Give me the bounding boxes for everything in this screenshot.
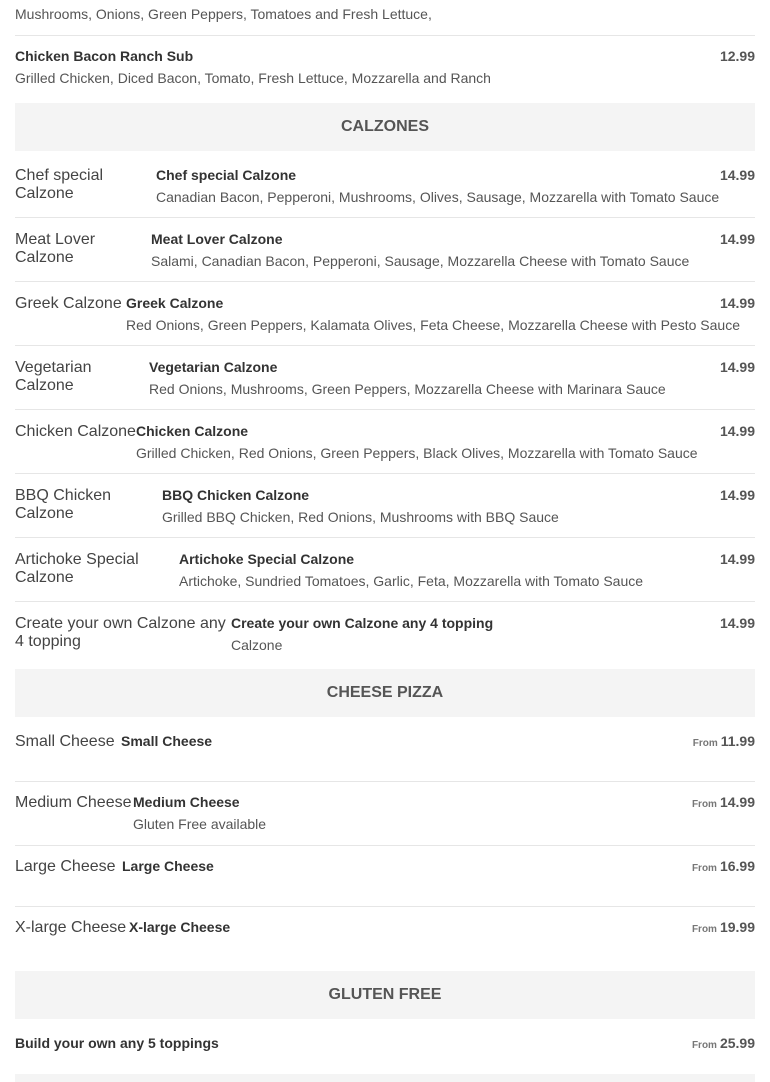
- item-price: [692, 1035, 755, 1051]
- item-price: 14.99: [719, 551, 755, 567]
- section-header-gluten-free: GLUTEN FREE: [15, 971, 755, 1019]
- item-description: Grilled Chicken, Red Onions, Green Peppers, Black Olives, Mozzarella with Tomato Sauce: [136, 445, 698, 461]
- from-label: From: [691, 1040, 717, 1051]
- menu-item-calzone[interactable]: [15, 538, 755, 602]
- item-description: Grilled BBQ Chicken, Red Onions, Mushrooms with BBQ Sauce: [162, 509, 559, 525]
- item-price-value: 19.99: [719, 919, 755, 935]
- item-image-placeholder: Vegetarian Calzone: [15, 359, 92, 394]
- from-label: From: [691, 863, 717, 874]
- item-name: Create your own Calzone any 4 topping: [231, 615, 494, 631]
- item-price: 12.99: [719, 48, 755, 64]
- item-description: Red Onions, Green Peppers, Kalamata Olives, Feta Cheese, Mozzarella Cheese with Pesto Sauce: [126, 317, 740, 333]
- menu-item-calzone[interactable]: [15, 151, 755, 218]
- item-image-placeholder: Artichoke Special Calzone: [15, 551, 139, 586]
- item-price: 14.99: [719, 487, 755, 503]
- item-price: 14.99: [719, 167, 755, 183]
- item-description: Canadian Bacon, Pepperoni, Mushrooms, Olives, Sausage, Mozzarella with Tomato Sauce: [156, 189, 720, 205]
- menu-list: [15, 0, 755, 1082]
- menu-item-chicken-bacon-ranch-sub[interactable]: [15, 36, 755, 103]
- item-name: Artichoke Special Calzone: [179, 551, 355, 567]
- section-header-next: [15, 1074, 755, 1082]
- item-description: Mushrooms, Onions, Green Peppers, Tomatoes and Fresh Lettuce,: [15, 0, 755, 36]
- item-price: 14.99: [719, 423, 755, 439]
- item-name: Build your own any 5 toppings: [15, 1035, 219, 1051]
- item-image-placeholder: BBQ Chicken Calzone: [15, 487, 112, 522]
- item-image-placeholder: X-large Cheese: [15, 919, 127, 936]
- section-header-calzones: CALZONES: [15, 103, 755, 151]
- item-price: 14.99: [719, 615, 755, 631]
- menu-item-calzone[interactable]: [15, 474, 755, 538]
- item-name: Greek Calzone: [126, 295, 224, 311]
- from-label: From: [691, 924, 717, 935]
- from-label: From: [692, 738, 718, 749]
- section-header-cheese-pizza: CHEESE PIZZA: [15, 669, 755, 717]
- item-price: [692, 794, 755, 810]
- item-price-value: 25.99: [719, 1035, 755, 1051]
- menu-item-cheese-pizza[interactable]: [15, 907, 755, 971]
- item-price: 14.99: [719, 359, 755, 375]
- item-description: Grilled Chicken, Diced Bacon, Tomato, Fresh Lettuce, Mozzarella and Ranch: [15, 70, 491, 86]
- item-price: 14.99: [719, 231, 755, 247]
- item-price-value: 11.99: [720, 733, 755, 749]
- item-price: 14.99: [719, 295, 755, 311]
- item-name: Large Cheese: [122, 858, 214, 874]
- item-description: Gluten Free available: [133, 816, 267, 832]
- item-image-placeholder: Medium Cheese: [15, 794, 132, 811]
- menu-item-gluten-free[interactable]: [15, 1019, 755, 1074]
- menu-item-cheese-pizza[interactable]: [15, 717, 755, 782]
- item-price-value: 14.99: [719, 794, 755, 810]
- item-price: [692, 919, 755, 935]
- item-name: Meat Lover Calzone: [151, 231, 283, 247]
- menu-item-calzone[interactable]: [15, 346, 755, 410]
- menu-item-calzone[interactable]: [15, 602, 755, 669]
- item-description: Artichoke, Sundried Tomatoes, Garlic, Feta, Mozzarella with Tomato Sauce: [179, 573, 644, 589]
- item-name: Small Cheese: [121, 733, 213, 749]
- item-name: Chicken Bacon Ranch Sub: [15, 48, 194, 64]
- item-name: X-large Cheese: [129, 919, 231, 935]
- item-name: Medium Cheese: [133, 794, 240, 810]
- menu-item-calzone[interactable]: [15, 218, 755, 282]
- item-description: Salami, Canadian Bacon, Pepperoni, Sausage, Mozzarella Cheese with Tomato Sauce: [151, 253, 690, 269]
- item-image-placeholder: Chef special Calzone: [15, 167, 104, 202]
- item-image-placeholder: Large Cheese: [15, 858, 116, 875]
- item-description: Calzone: [231, 637, 283, 653]
- item-image-placeholder: Create your own Calzone any 4 topping: [15, 615, 226, 650]
- item-name: Chef special Calzone: [156, 167, 297, 183]
- menu-item-cheese-pizza[interactable]: [15, 846, 755, 907]
- item-image-placeholder: Chicken Calzone: [15, 423, 136, 440]
- item-name: BBQ Chicken Calzone: [162, 487, 310, 503]
- menu-item-cheese-pizza[interactable]: [15, 782, 755, 846]
- item-price: [693, 733, 755, 749]
- item-description: Red Onions, Mushrooms, Green Peppers, Mozzarella Cheese with Marinara Sauce: [149, 381, 666, 397]
- menu-item-calzone[interactable]: [15, 410, 755, 474]
- from-label: From: [691, 799, 717, 810]
- item-image-placeholder: Meat Lover Calzone: [15, 231, 96, 266]
- item-name: Chicken Calzone: [136, 423, 249, 439]
- item-image-placeholder: Small Cheese: [15, 733, 115, 750]
- item-price-value: 16.99: [719, 858, 755, 874]
- item-price: [692, 858, 755, 874]
- item-image-placeholder: Greek Calzone: [15, 295, 122, 312]
- menu-item-calzone[interactable]: [15, 282, 755, 346]
- item-name: Vegetarian Calzone: [149, 359, 278, 375]
